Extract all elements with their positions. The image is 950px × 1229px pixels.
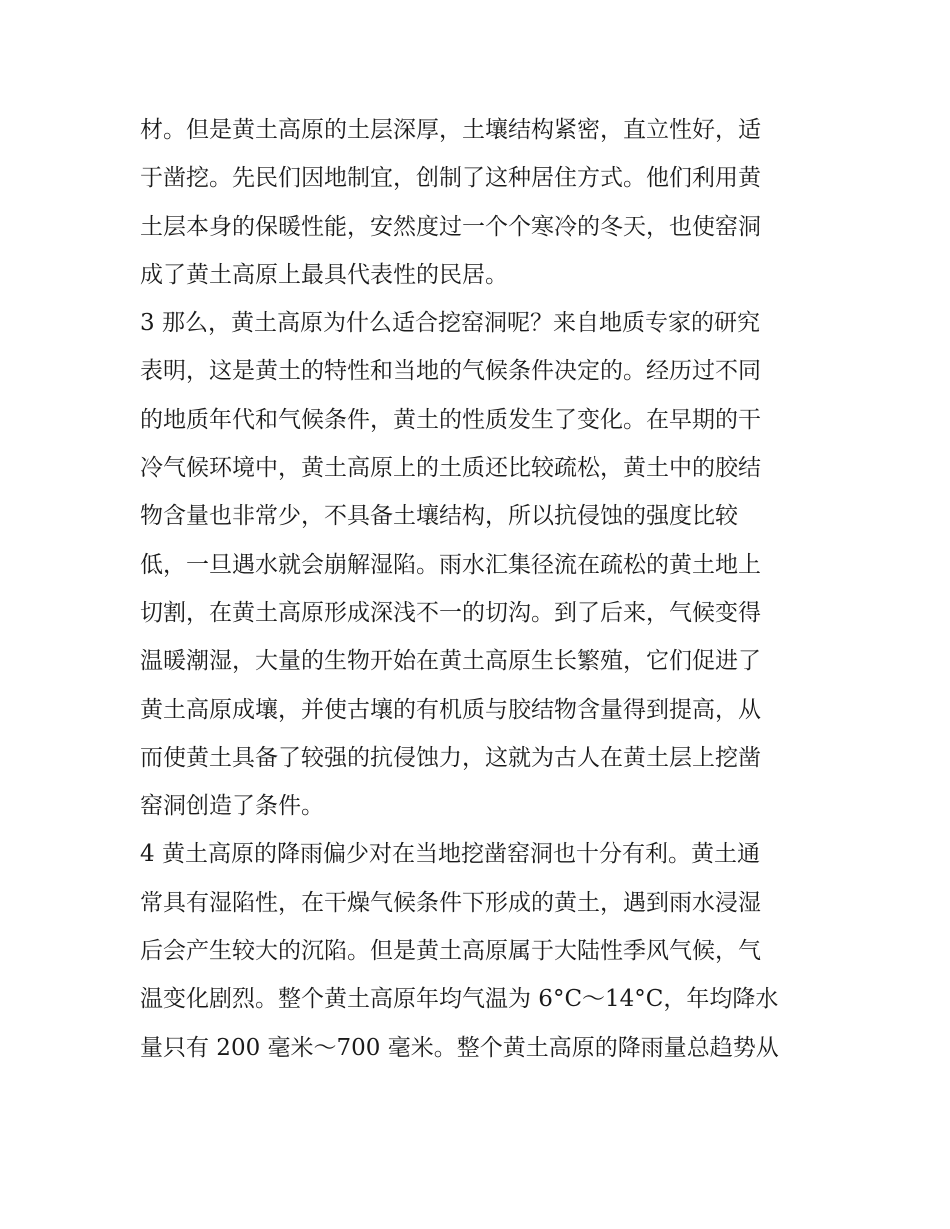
text-line: 窑洞创造了条件。 <box>140 793 324 820</box>
text-line: 而使黄土具备了较强的抗侵蚀力，这就为古人在黄土层上挖凿 <box>140 744 761 771</box>
text-line: 土层本身的保暖性能，安然度过一个个寒冷的冬天，也使窑洞 <box>140 213 761 240</box>
text-line: 的地质年代和气候条件，黄土的性质发生了变化。在早期的干 <box>140 406 761 433</box>
paragraph-4-start: 4 黄土高原的降雨偏少对在当地挖凿窑洞也十分有利。黄土通 <box>140 841 760 868</box>
text-line: 温暖潮湿，大量的生物开始在黄土高原生长繁殖，它们促进了 <box>140 648 761 675</box>
text-line: 于凿挖。先民们因地制宜，创制了这种居住方式。他们利用黄 <box>140 165 761 192</box>
text-line: 物含量也非常少，不具备土壤结构，所以抗侵蚀的强度比较 <box>140 503 738 530</box>
text-line: 低，一旦遇水就会崩解湿陷。雨水汇集径流在疏松的黄土地上 <box>140 551 761 578</box>
text-line: 黄土高原成壤，并使古壤的有机质与胶结物含量得到提高，从 <box>140 696 761 723</box>
text-line: 材。但是黄土高原的土层深厚，土壤结构紧密，直立性好，适 <box>140 117 761 143</box>
text-line: 表明，这是黄土的特性和当地的气候条件决定的。经历过不同 <box>140 358 761 385</box>
text-line: 成了黄土高原上最具代表性的民居。 <box>140 261 508 288</box>
text-line: 切割，在黄土高原形成深浅不一的切沟。到了后来，气候变得 <box>140 599 761 626</box>
text-line: 后会产生较大的沉陷。但是黄土高原属于大陆性季风气候，气 <box>140 938 761 965</box>
body-text <box>140 106 820 1072</box>
text-line: 量只有 200 毫米～700 毫米。整个黄土高原的降雨量总趋势从 <box>140 1034 779 1061</box>
text-line: 温变化剧烈。整个黄土高原年均气温为 6°C～14°C，年均降水 <box>140 986 779 1013</box>
paragraph-3-start: 3 那么，黄土高原为什么适合挖窑洞呢？来自地质专家的研究 <box>140 310 760 337</box>
text-line: 冷气候环境中，黄土高原上的土质还比较疏松，黄土中的胶结 <box>140 455 761 482</box>
text-line: 常具有湿陷性，在干燥气候条件下形成的黄土，遇到雨水浸湿 <box>140 889 761 916</box>
